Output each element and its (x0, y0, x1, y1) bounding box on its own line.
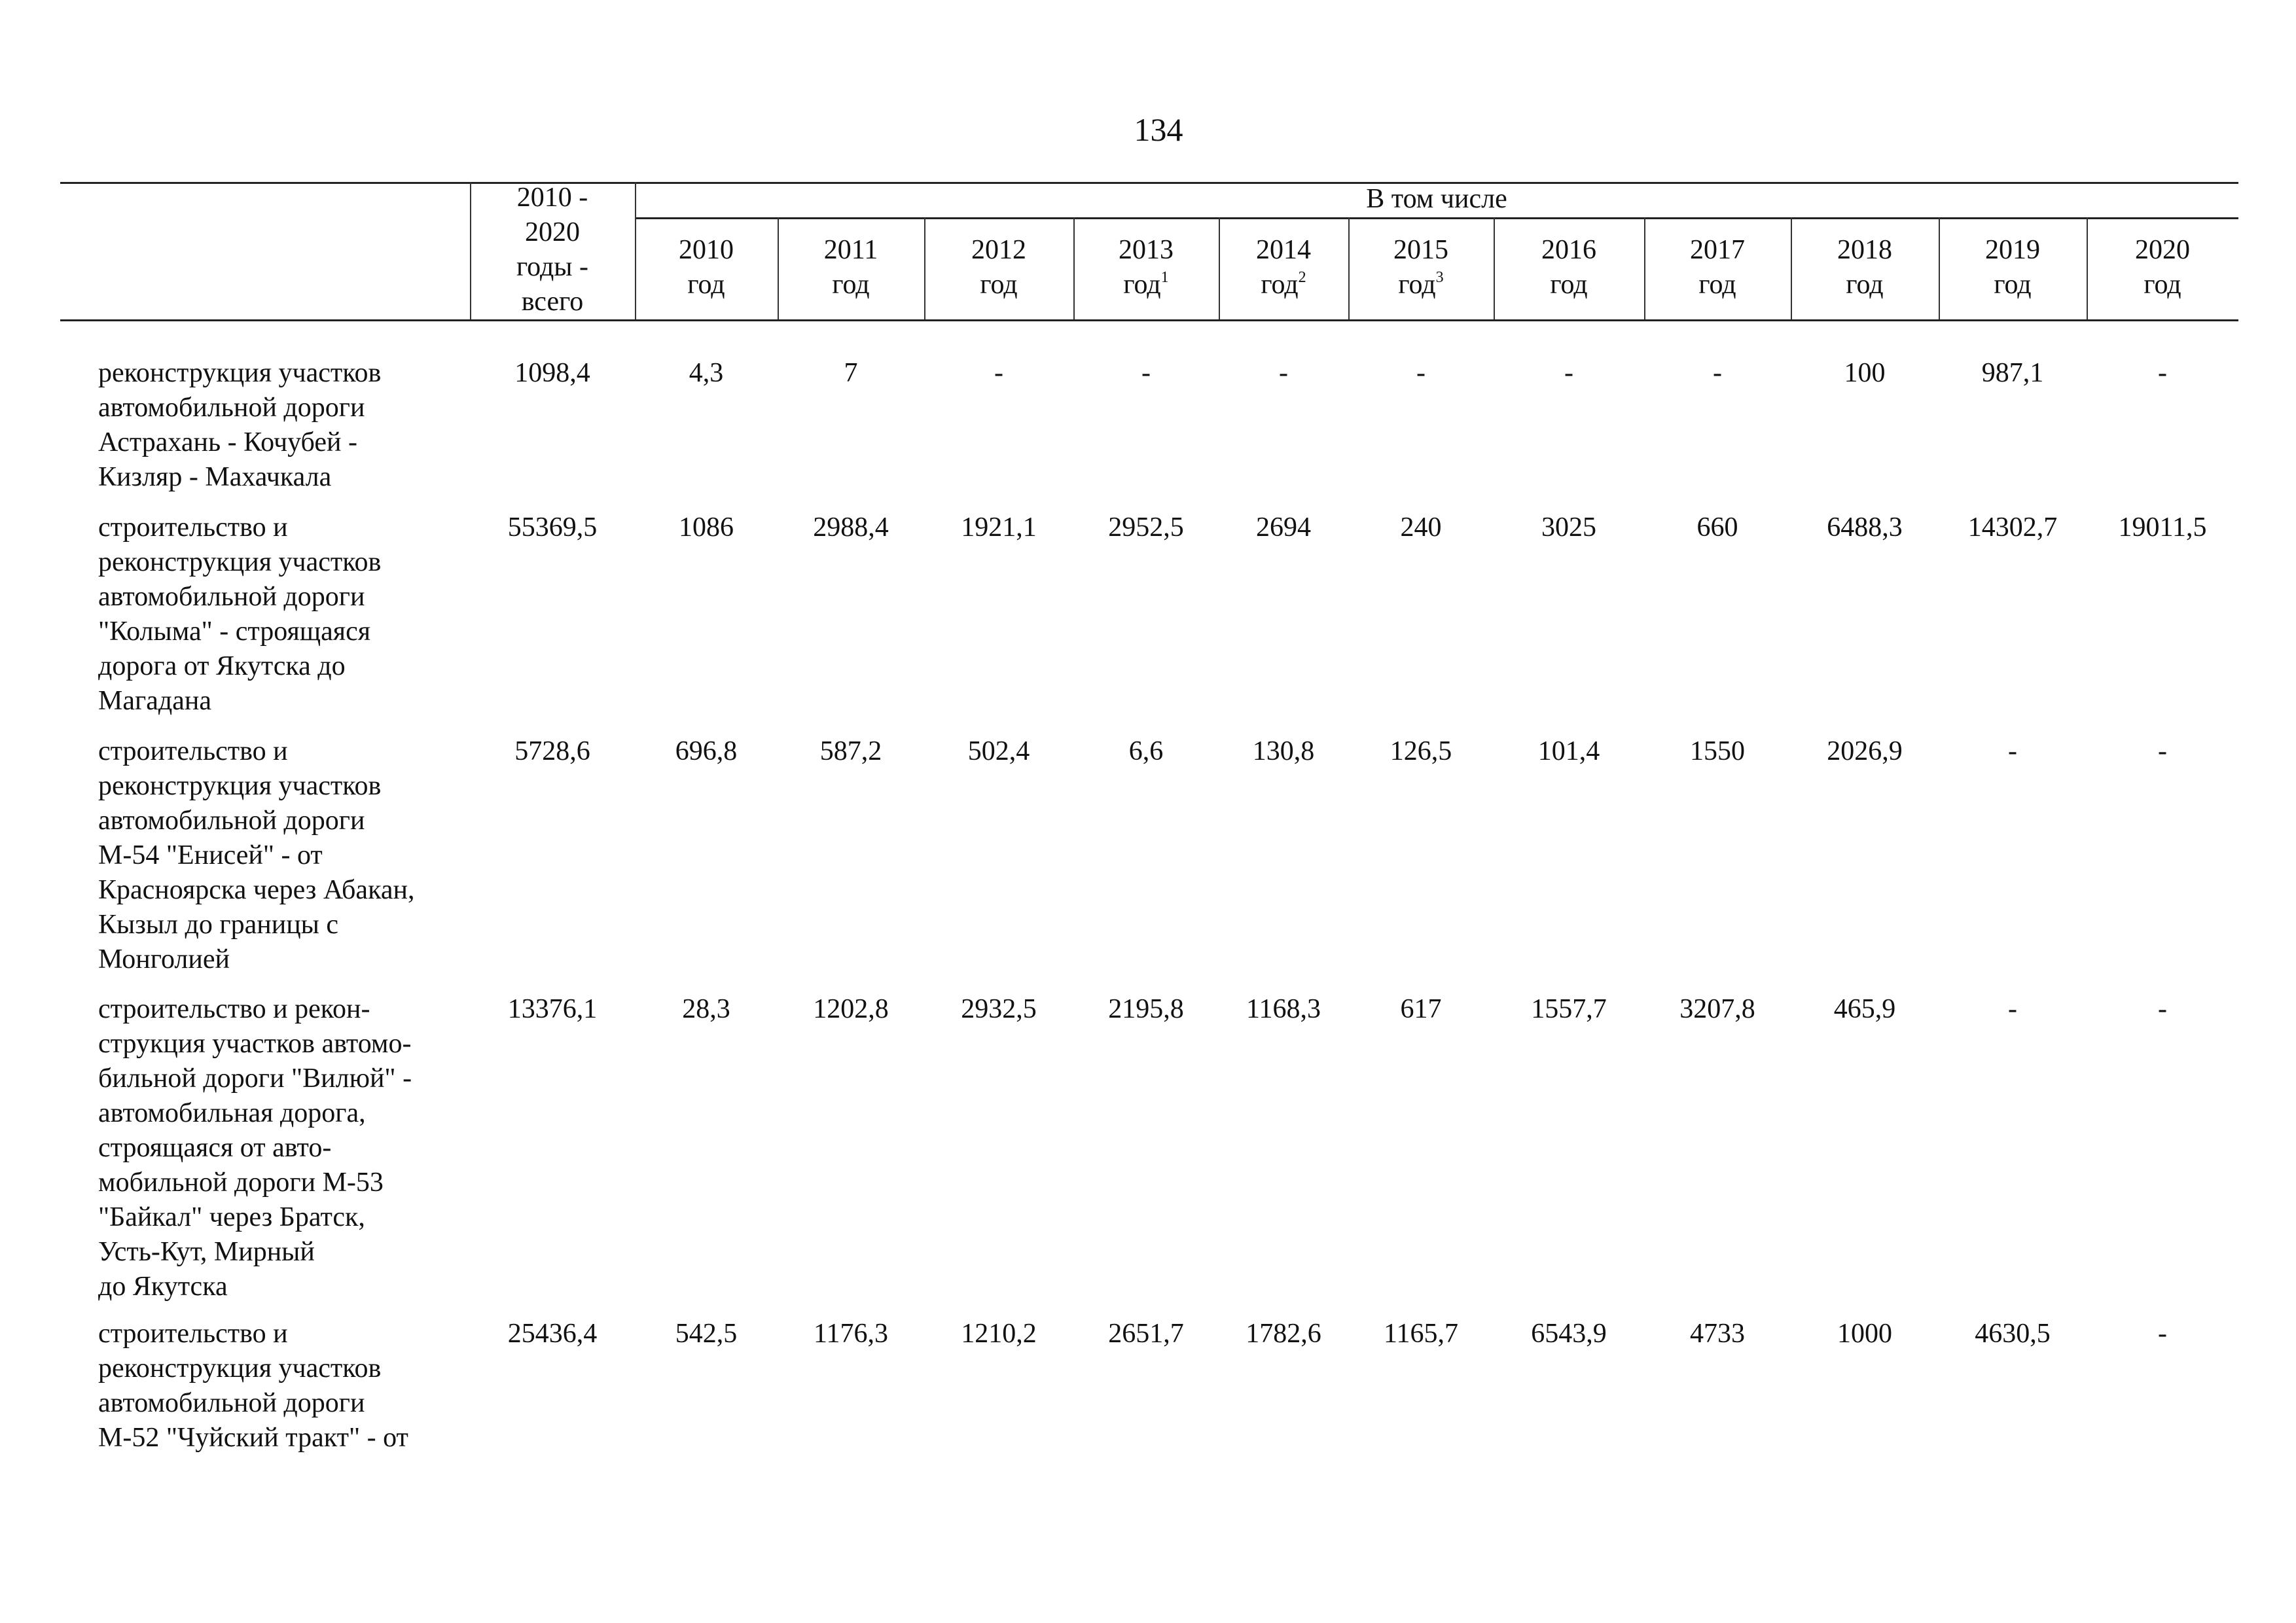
cell-2016: 1557,7 (1531, 994, 1607, 1024)
cell-2010: 28,3 (682, 994, 730, 1024)
cell-2016: - (1564, 358, 1573, 388)
year-label: 2016 (1541, 235, 1596, 265)
header-group-label: В том числе (1366, 184, 1507, 214)
cell-2015: 1165,7 (1384, 1319, 1458, 1349)
cell-2020: 19011,5 (2118, 512, 2207, 543)
cell-2010: 696,8 (675, 736, 738, 766)
year-label: 2019 (1985, 235, 2040, 265)
cell-total: 5728,6 (514, 736, 590, 766)
year-label: 2012 (971, 235, 1026, 265)
cell-total: 1098,4 (514, 358, 590, 388)
header-year-2018 (1791, 233, 1939, 302)
header-year-2015 (1348, 233, 1494, 302)
cell-2014: 1782,6 (1246, 1319, 1321, 1349)
year-unit: год (2144, 270, 2181, 300)
year-unit: год (1846, 270, 1884, 300)
row-label: строительство и реконструкция участков автомобильной дороги М-52 "Чуйский тракт" - от (98, 1319, 408, 1453)
year-unit: год (1123, 270, 1161, 300)
year-label: 2015 (1393, 235, 1448, 265)
year-unit: год (1698, 270, 1736, 300)
footnote-mark: 1 (1160, 269, 1169, 286)
year-unit: год (687, 270, 725, 300)
cell-total: 13376,1 (507, 994, 598, 1024)
row-label: реконструкция участков автомобильной дороги Астрахань - Кочубей - Кизляр - Махачкала (98, 358, 382, 492)
cell-2015: 240 (1400, 512, 1442, 543)
header-bottom-rule (60, 319, 2238, 321)
cell-2014: 2694 (1256, 512, 1311, 543)
row-label: строительство и реконструкция участков автомобильной дороги "Колыма" - строящаяся дорога от Якутска до Магадана (98, 512, 382, 716)
year-label: 2014 (1256, 235, 1311, 265)
year-unit: год (832, 270, 870, 300)
footnote-mark: 3 (1435, 269, 1444, 286)
cell-2019: - (2008, 994, 2017, 1024)
cell-2017: 660 (1696, 512, 1738, 543)
row-label: строительство и рекон- струкция участков автомо- бильной дороги "Вилюй" - автомобильная дорога, строящаяся от авто- мобильной дороги М-53 "Байкал" через Братск, Усть-Кут, Мирный до Якутска (98, 994, 412, 1302)
year-label: 2013 (1119, 235, 1174, 265)
cell-2012: 1210,2 (961, 1319, 1037, 1349)
cell-2020: - (2158, 358, 2167, 388)
header-year-2011 (778, 233, 924, 302)
cell-2013: 6,6 (1128, 736, 1164, 766)
cell-2014: 130,8 (1252, 736, 1315, 766)
cell-2018: 6488,3 (1827, 512, 1903, 543)
cell-2020: - (2158, 736, 2167, 766)
cell-2011: 587,2 (819, 736, 882, 766)
cell-2010: 542,5 (675, 1319, 738, 1349)
cell-2015: 126,5 (1390, 736, 1452, 766)
cell-2019: - (2008, 736, 2017, 766)
cell-2017: 4733 (1690, 1319, 1745, 1349)
year-unit: год (1994, 270, 2032, 300)
cell-2016: 101,4 (1537, 736, 1600, 766)
header-total-column: 2010 - 2020 годы - всего (516, 183, 589, 317)
cell-2018: 100 (1844, 358, 1886, 388)
header-year-2020 (2087, 233, 2238, 302)
header-year-2012 (924, 233, 1073, 302)
cell-2013: 2651,7 (1108, 1319, 1184, 1349)
cell-2020: - (2158, 994, 2167, 1024)
cell-2019: 987,1 (1981, 358, 2044, 388)
cell-2018: 1000 (1837, 1319, 1892, 1349)
cell-2011: 1202,8 (813, 994, 889, 1024)
header-year-2014 (1219, 233, 1348, 302)
cell-2014: - (1279, 358, 1288, 388)
year-label: 2017 (1690, 235, 1745, 265)
header-year-2017 (1644, 233, 1791, 302)
cell-2017: 3207,8 (1679, 994, 1755, 1024)
cell-2012: - (994, 358, 1003, 388)
cell-2015: 617 (1400, 994, 1442, 1024)
cell-2013: 2952,5 (1108, 512, 1184, 543)
cell-2018: 465,9 (1833, 994, 1896, 1024)
cell-2017: 1550 (1690, 736, 1745, 766)
cell-total: 55369,5 (507, 512, 598, 543)
header-year-2019 (1939, 233, 2087, 302)
footnote-mark: 2 (1298, 269, 1306, 286)
year-unit: год (980, 270, 1018, 300)
row-label: строительство и реконструкция участков автомобильной дороги М-54 "Енисей" - от Красноярска через Абакан, Кызыл до границы с Монголией (98, 736, 415, 974)
cell-2019: 4630,5 (1975, 1319, 2051, 1349)
header-year-2013 (1073, 233, 1219, 302)
cell-2020: - (2158, 1319, 2167, 1349)
year-label: 2010 (679, 235, 734, 265)
page-number: 134 (1134, 111, 1183, 148)
cell-2014: 1168,3 (1246, 994, 1321, 1024)
cell-2016: 6543,9 (1531, 1319, 1607, 1349)
cell-2015: - (1416, 358, 1426, 388)
cell-2018: 2026,9 (1827, 736, 1903, 766)
cell-2012: 502,4 (967, 736, 1030, 766)
year-unit: год (1398, 270, 1436, 300)
cell-2013: 2195,8 (1108, 994, 1184, 1024)
cell-2013: - (1141, 358, 1151, 388)
cell-2011: 7 (844, 358, 858, 388)
year-label: 2018 (1837, 235, 1892, 265)
year-label: 2011 (823, 235, 878, 265)
cell-2016: 3025 (1541, 512, 1596, 543)
group-underline (635, 217, 2238, 219)
cell-2017: - (1713, 358, 1722, 388)
cell-2010: 1086 (679, 512, 734, 543)
year-label: 2020 (2135, 235, 2190, 265)
year-unit: год (1550, 270, 1588, 300)
cell-2011: 1176,3 (814, 1319, 888, 1349)
cell-2019: 14302,7 (1967, 512, 2058, 543)
header-year-2010 (635, 233, 778, 302)
cell-2010: 4,3 (689, 358, 724, 388)
cell-2012: 2932,5 (961, 994, 1037, 1024)
cell-2011: 2988,4 (813, 512, 889, 543)
cell-2012: 1921,1 (961, 512, 1037, 543)
year-unit: год (1261, 270, 1299, 300)
cell-total: 25436,4 (507, 1319, 598, 1349)
header-year-2016 (1494, 233, 1644, 302)
